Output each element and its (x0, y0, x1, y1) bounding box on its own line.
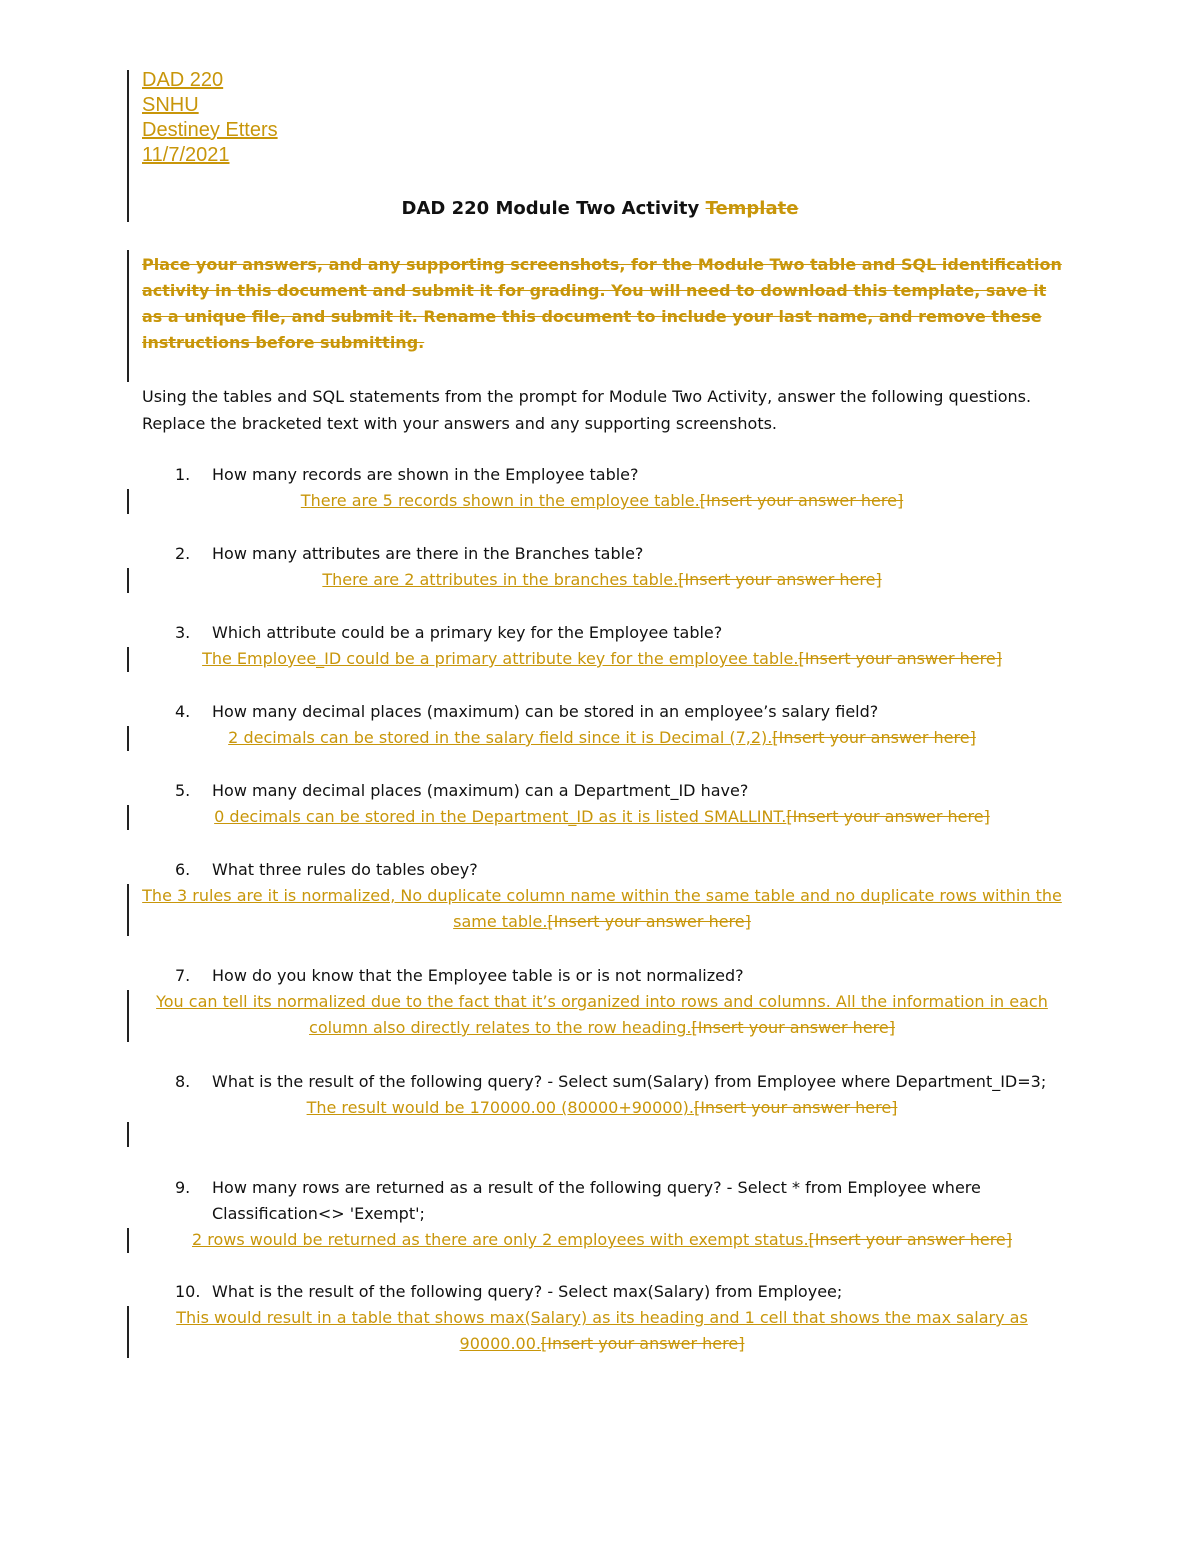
question-7 (142, 963, 1062, 1041)
change-bar-q10 (127, 1306, 129, 1358)
answer-text: The 3 rules are it is normalized, No duplicate column name within the same table and no duplicate rows within the same table. (142, 886, 1062, 931)
question-text: What three rules do tables obey? (212, 860, 478, 879)
change-bar-q9 (127, 1228, 129, 1253)
answer-text: There are 2 attributes in the branches table. (322, 570, 679, 589)
question-number: 6. (175, 860, 191, 879)
course-code: DAD 220 (142, 69, 224, 91)
deleted-placeholder: [Insert your answer here] (678, 570, 882, 589)
question-2 (142, 541, 1062, 593)
question-number: 1. (175, 465, 191, 484)
deleted-placeholder: [Insert your answer here] (798, 649, 1002, 668)
question-text: How many records are shown in the Employee table? (212, 465, 639, 484)
question-9 (142, 1175, 1062, 1253)
answer-text: The Employee_ID could be a primary attribute key for the employee table. (202, 649, 799, 668)
question-1 (142, 462, 1062, 514)
question-number: 3. (175, 623, 191, 642)
question-number: 7. (175, 966, 191, 985)
student-name: Destiney Etters (142, 119, 278, 141)
question-text: How many attributes are there in the Branches table? (212, 544, 644, 563)
question-4 (142, 699, 1062, 751)
title-deleted-word: Template (705, 198, 799, 219)
answer-text: The result would be 170000.00 (80000+90000). (306, 1098, 694, 1117)
deleted-placeholder: [Insert your answer here] (808, 1230, 1012, 1249)
deleted-placeholder: [Insert your answer here] (772, 728, 976, 747)
deleted-instructions: Place your answers, and any supporting screenshots, for the Module Two table and SQL identification activity in this document and submit it for grading. You will need to download this template, save it as a unique file, and submit it. Rename this document to include your last name, and remove these instructions before submitting. (142, 255, 1062, 352)
answer-text: You can tell its normalized due to the fact that it’s organized into rows and columns. All the information in each column also directly relates to the row heading. (156, 992, 1048, 1037)
question-5 (142, 778, 1062, 830)
answer-text: There are 5 records shown in the employee table. (300, 491, 700, 510)
change-bar-q4 (127, 726, 129, 751)
deleted-placeholder: [Insert your answer here] (691, 1018, 895, 1037)
deleted-placeholder: [Insert your answer here] (699, 491, 904, 510)
question-number: 2. (175, 544, 191, 563)
question-number: 8. (175, 1072, 191, 1091)
change-bar-q5 (127, 805, 129, 830)
change-bar-q6 (127, 884, 129, 936)
question-text: Which attribute could be a primary key for the Employee table? (212, 623, 723, 642)
question-text: How many decimal places (maximum) can be stored in an employee’s salary field? (212, 702, 879, 721)
title-text: DAD 220 Module Two Activity (401, 198, 700, 219)
change-bar-q3 (127, 647, 129, 672)
question-text: How many rows are returned as a result of the following query? - Select * from Employee where Classification<> 'Exempt'; (212, 1178, 981, 1223)
page-title (0, 198, 1200, 219)
question-text: How many decimal places (maximum) can a Department_ID have? (212, 781, 749, 800)
change-bar-q7 (127, 990, 129, 1042)
change-bar-q1 (127, 489, 129, 514)
question-text: What is the result of the following query? - Select sum(Salary) from Employee where Department_ID=3; (212, 1072, 1047, 1091)
deleted-placeholder: [Insert your answer here] (786, 807, 990, 826)
change-bar-instructions (127, 250, 129, 382)
question-8 (142, 1069, 1062, 1121)
intro-paragraph: Using the tables and SQL statements from the prompt for Module Two Activity, answer the following questions. Replace the bracketed text with your answers and any supporting screenshots. (142, 387, 1032, 433)
deleted-placeholder: [Insert your answer here] (547, 912, 751, 931)
change-bar-q2 (127, 568, 129, 593)
question-number: 5. (175, 781, 191, 800)
question-3 (142, 620, 1062, 672)
answer-text: 2 rows would be returned as there are only 2 employees with exempt status. (192, 1230, 809, 1249)
deleted-placeholder: [Insert your answer here] (693, 1098, 898, 1117)
question-number: 10. (175, 1282, 201, 1301)
question-6 (142, 857, 1062, 935)
deleted-placeholder: [Insert your answer here] (540, 1334, 745, 1353)
answer-text: 0 decimals can be stored in the Department_ID as it is listed SMALLINT. (214, 807, 787, 826)
school-name: SNHU (142, 94, 199, 116)
question-10 (142, 1279, 1062, 1357)
submission-date: 11/7/2021 (142, 144, 230, 166)
question-text: What is the result of the following query? - Select max(Salary) from Employee; (212, 1282, 843, 1301)
question-text: How do you know that the Employee table is or is not normalized? (212, 966, 744, 985)
document-header (142, 68, 278, 168)
answer-text: 2 decimals can be stored in the salary field since it is Decimal (7,2). (228, 728, 773, 747)
question-number: 9. (175, 1178, 191, 1197)
answer-text: This would result in a table that shows max(Salary) as its heading and 1 cell that shows the max salary as 90000.00. (176, 1308, 1028, 1353)
change-bar-q8 (127, 1122, 129, 1147)
question-number: 4. (175, 702, 191, 721)
